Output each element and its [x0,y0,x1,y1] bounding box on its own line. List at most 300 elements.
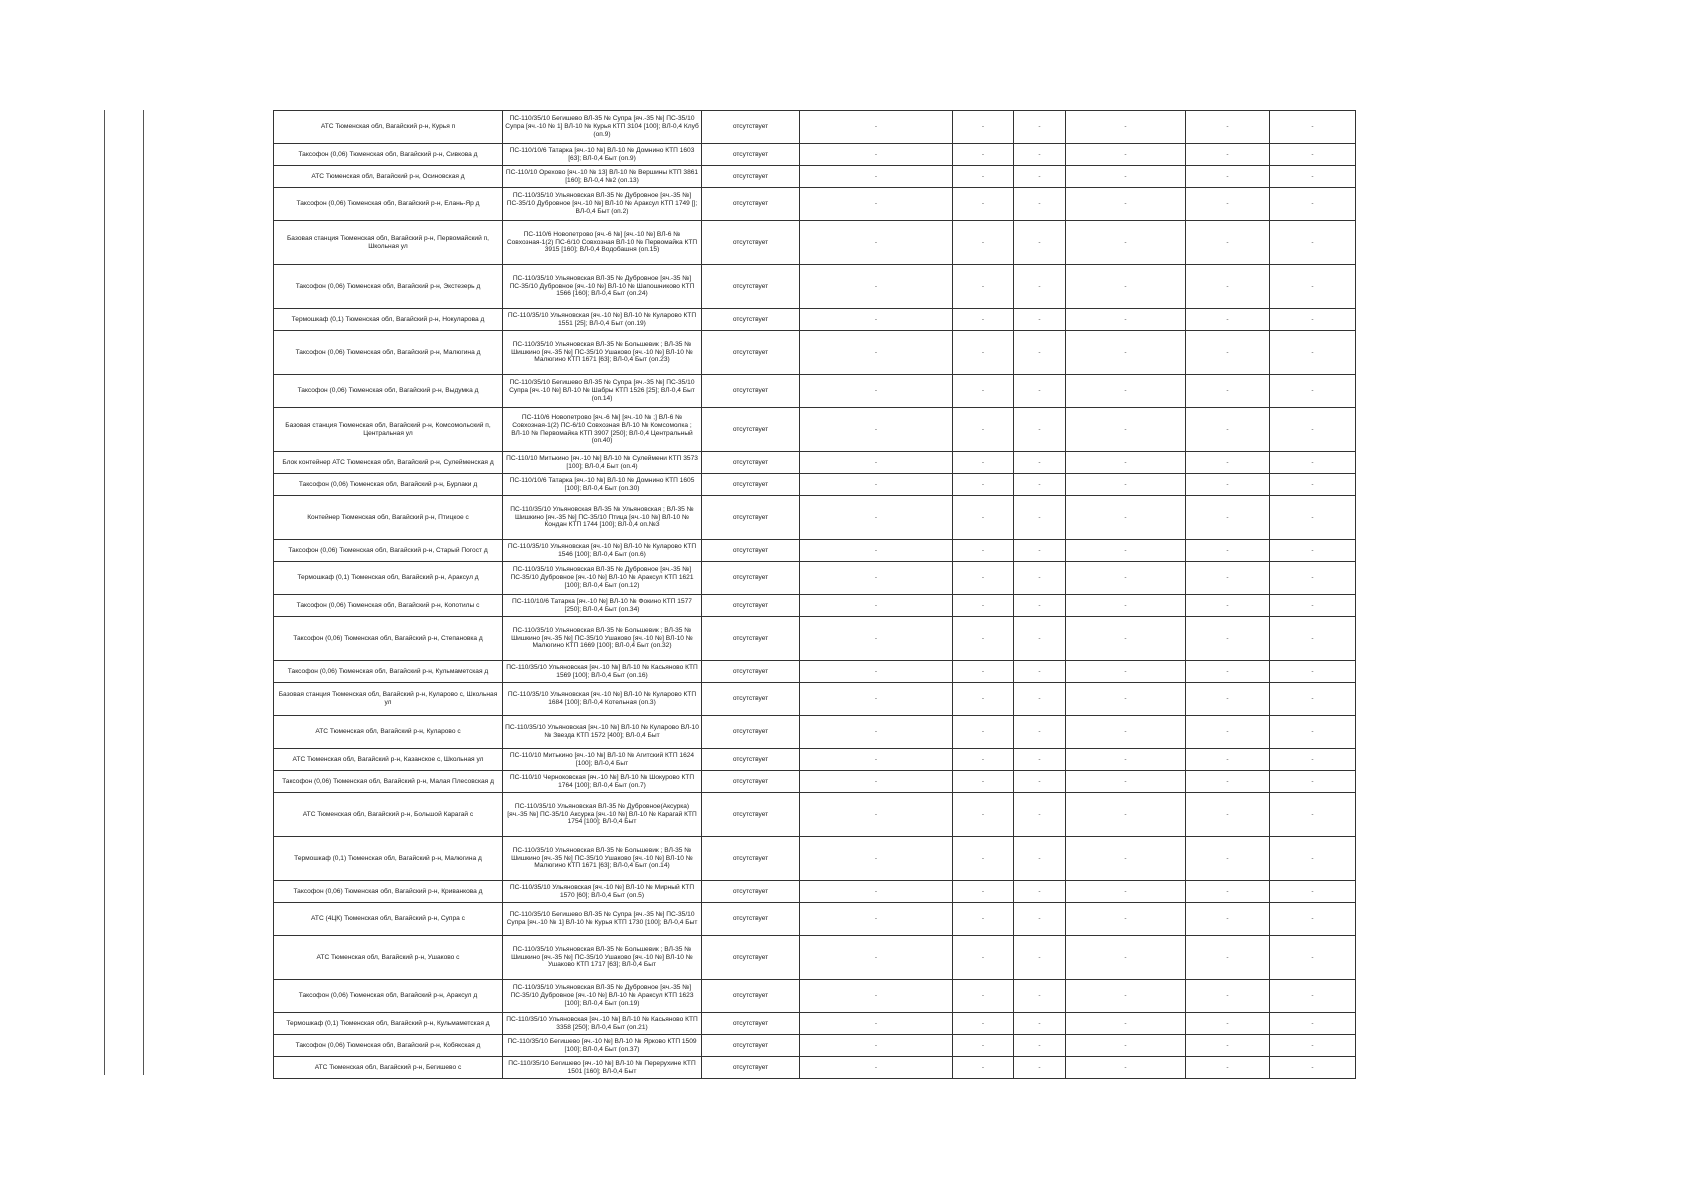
cell-dash: - [1186,540,1270,562]
table-row [274,749,1356,771]
cell-power-line: ПС-110/35/10 Ульяновская ВЛ-35 № Дубровное [яч.-35 №] ПС-35/10 Дубровное [яч.-10 №] ВЛ-10 № Араксул КТП 1621 [100]; ВЛ-0,4 Быт (оп.12) [503,562,702,595]
cell-dash: - [953,683,1014,716]
cell-status: отсутствует [702,540,800,562]
cell-dash: - [800,309,953,331]
cell-dash: - [1066,1057,1186,1079]
cell-dash: - [1270,474,1356,496]
cell-dash: - [800,166,953,188]
cell-dash: - [1186,309,1270,331]
cell-dash: - [1186,221,1270,265]
cell-dash: - [800,771,953,793]
cell-dash: - [800,375,953,408]
cell-dash: - [1186,903,1270,936]
cell-dash: - [1066,1013,1186,1035]
cell-object-address: Таксофон (0,06) Тюменская обл, Вагайский р-н, Малая Плесовская д [274,771,503,793]
table-row [274,221,1356,265]
table-row [274,1035,1356,1057]
cell-status: отсутствует [702,562,800,595]
cell-dash: - [1014,716,1066,749]
cell-status: отсутствует [702,980,800,1013]
cell-dash: - [800,903,953,936]
cell-dash: - [800,408,953,452]
cell-power-line: ПС-110/35/10 Ульяновская ВЛ-35 № Большевик ; ВЛ-35 № Шишкино [яч.-35 №] ПС-35/10 Ушаково [яч.-10 №] ВЛ-10 № Малюгино КТП 1669 [100]; ВЛ-0,4 Быт (оп.32) [503,617,702,661]
cell-dash: - [953,903,1014,936]
cell-dash: - [953,265,1014,309]
cell-dash: - [1014,771,1066,793]
cell-power-line: ПС-110/35/10 Ульяновская ВЛ-35 № Большевик ; ВЛ-35 № Шишкино [яч.-35 №] ПС-35/10 Ушаково [яч.-10 №] ВЛ-10 № Ушаково КТП 1717 [63]; ВЛ-0,4 Быт [503,936,702,980]
cell-dash: - [1014,1035,1066,1057]
cell-object-address: АТС Тюменская обл, Вагайский р-н, Ушаково с [274,936,503,980]
cell-status: отсутствует [702,903,800,936]
cell-status: отсутствует [702,749,800,771]
cell-object-address: АТС Тюменская обл, Вагайский р-н, Большой Карагай с [274,793,503,837]
cell-object-address: АТС Тюменская обл, Вагайский р-н, Куларово с [274,716,503,749]
cell-status: отсутствует [702,793,800,837]
cell-dash: - [800,562,953,595]
cell-object-address: Контейнер Тюменская обл, Вагайский р-н, Птицкое с [274,496,503,540]
cell-object-address: Таксофон (0,06) Тюменская обл, Вагайский р-н, Копотилы с [274,595,503,617]
cell-dash: - [1270,1057,1356,1079]
cell-status: отсутствует [702,496,800,540]
cell-dash: - [1270,265,1356,309]
cell-dash: - [1066,837,1186,881]
cell-power-line: ПС-110/35/10 Ульяновская [яч.-10 №] ВЛ-10 № Касьяново КТП 1569 [100]; ВЛ-0,4 Быт (оп.16) [503,661,702,683]
cell-dash: - [953,980,1014,1013]
cell-power-line: ПС-110/35/10 Ульяновская ВЛ-35 № Дубровное [яч.-35 №] ПС-35/10 Дубровное [яч.-10 №] ВЛ-10 № Араксул КТП 1623 [100]; ВЛ-0,4 Быт (оп.19) [503,980,702,1013]
cell-dash: - [1270,331,1356,375]
cell-dash: - [953,188,1014,221]
cell-dash: - [953,881,1014,903]
cell-power-line: ПС-110/35/10 Ульяновская [яч.-10 №] ВЛ-10 № Куларово КТП 1684 [100]; ВЛ-0,4 Котельная (оп.3) [503,683,702,716]
cell-object-address: АТС Тюменская обл, Вагайский р-н, Бегишево с [274,1057,503,1079]
cell-dash: - [953,408,1014,452]
cell-dash: - [800,749,953,771]
cell-dash: - [800,265,953,309]
table-row [274,617,1356,661]
cell-dash: - [953,474,1014,496]
cell-dash: - [953,1013,1014,1035]
cell-dash: - [800,837,953,881]
cell-dash: - [1014,144,1066,166]
cell-dash: - [953,771,1014,793]
table-row [274,474,1356,496]
table-row [274,144,1356,166]
cell-dash: - [1014,562,1066,595]
cell-power-line: ПС-110/35/10 Ульяновская [яч.-10 №] ВЛ-10 № Куларово КТП 1546 [100]; ВЛ-0,4 Быт (оп.6) [503,540,702,562]
cell-dash: - [953,540,1014,562]
cell-dash: - [1186,936,1270,980]
table-row [274,980,1356,1013]
cell-status: отсутствует [702,771,800,793]
cell-dash: - [1270,749,1356,771]
cell-object-address: Блок контейнер АТС Тюменская обл, Вагайский р-н, Сулеймeнская д [274,452,503,474]
cell-dash: - [1186,1057,1270,1079]
cell-power-line: ПС-110/35/10 Бегишево [яч.-10 №] ВЛ-10 № Перерухине КТП 1501 [160]; ВЛ-0,4 Быт [503,1057,702,1079]
cell-dash: - [1014,265,1066,309]
cell-dash: - [1014,375,1066,408]
cell-status: отсутствует [702,111,800,144]
cell-dash: - [953,1035,1014,1057]
cell-dash: - [1270,144,1356,166]
cell-power-line: ПС-110/10 Митькино [яч.-10 №] ВЛ-10 № Агитский КТП 1624 [100]; ВЛ-0,4 Быт [503,749,702,771]
cell-dash: - [953,452,1014,474]
cell-dash: - [1186,837,1270,881]
cell-dash: - [953,749,1014,771]
cell-dash: - [1270,683,1356,716]
cell-object-address: Таксофон (0,06) Тюменская обл, Вагайский р-н, Выдумка д [274,375,503,408]
table-row [274,837,1356,881]
cell-power-line: ПС-110/35/10 Ульяновская ВЛ-35 № Большевик ; ВЛ-35 № Шишкино [яч.-35 №] ПС-35/10 Ушаково [яч.-10 №] ВЛ-10 № Малюгино КТП 1671 [63]; ВЛ-0,4 Быт (оп.23) [503,331,702,375]
cell-status: отсутствует [702,309,800,331]
cell-dash: - [1186,375,1270,408]
cell-dash: - [800,881,953,903]
cell-dash: - [800,474,953,496]
cell-dash: - [800,980,953,1013]
table-row [274,793,1356,837]
cell-dash: - [1066,1035,1186,1057]
cell-status: отсутствует [702,716,800,749]
cell-object-address: АТС Тюменская обл, Вагайский р-н, Курья п [274,111,503,144]
cell-dash: - [1186,496,1270,540]
table-row [274,452,1356,474]
cell-dash: - [1066,617,1186,661]
cell-dash: - [953,936,1014,980]
cell-dash: - [953,562,1014,595]
cell-dash: - [1066,980,1186,1013]
table-row [274,903,1356,936]
table-row [274,540,1356,562]
cell-status: отсутствует [702,408,800,452]
cell-dash: - [1270,936,1356,980]
cell-status: отсутствует [702,936,800,980]
cell-dash: - [953,375,1014,408]
cell-dash: - [1066,540,1186,562]
cell-dash: - [1270,111,1356,144]
cell-dash: - [953,309,1014,331]
cell-dash: - [1270,309,1356,331]
cell-dash: - [1186,793,1270,837]
cell-dash: - [1066,188,1186,221]
cell-dash: - [1066,936,1186,980]
cell-dash: - [1014,980,1066,1013]
cell-dash: - [1066,496,1186,540]
cell-dash: - [800,111,953,144]
cell-dash: - [1066,331,1186,375]
cell-power-line: ПС-110/10/6 Татарка [яч.-10 №] ВЛ-10 № Домнино КТП 1603 [63]; ВЛ-0,4 Быт (оп.9) [503,144,702,166]
cell-power-line: ПС-110/35/10 Ульяновская [яч.-10 №] ВЛ-10 № Касьяново КТП 3358 [250]; ВЛ-0,4 Быт (оп.21) [503,1013,702,1035]
cell-dash: - [953,144,1014,166]
cell-power-line: ПС-110/35/10 Бегишево ВЛ-35 № Супра [яч.-35 №] ПС-35/10 Супра [яч.-10 № 1] ВЛ-10 № Курья КТП 3104 [100]; ВЛ-0,4 Клуб (оп.9) [503,111,702,144]
cell-dash: - [1270,562,1356,595]
cell-dash: - [1014,936,1066,980]
cell-dash: - [1270,221,1356,265]
cell-dash: - [800,496,953,540]
cell-dash: - [1186,716,1270,749]
cell-dash: - [1270,661,1356,683]
cell-dash: - [953,221,1014,265]
cell-object-address: АТС Тюменская обл, Вагайский р-н, Казанское с, Школьная ул [274,749,503,771]
cell-dash: - [1186,617,1270,661]
cell-dash: - [800,221,953,265]
table-row [274,1057,1356,1079]
cell-dash: - [1014,496,1066,540]
cell-power-line: ПС-110/10/6 Татарка [яч.-10 №] ВЛ-10 № Фокино КТП 1577 [250]; ВЛ-0,4 Быт (оп.34) [503,595,702,617]
cell-dash: - [953,716,1014,749]
table-row [274,331,1356,375]
cell-dash: - [953,166,1014,188]
cell-dash: - [800,1013,953,1035]
cell-dash: - [800,936,953,980]
cell-power-line: ПС-110/10 Орехово [яч.-10 № 13] ВЛ-10 № Вершины КТП 3861 [160]; ВЛ-0,4 №2 (оп.13) [503,166,702,188]
cell-dash: - [1066,562,1186,595]
cell-dash: - [1186,452,1270,474]
cell-dash: - [1066,903,1186,936]
cell-status: отсутствует [702,452,800,474]
cell-object-address: Таксофон (0,06) Тюменская обл, Вагайский р-н, Степановка д [274,617,503,661]
cell-dash: - [1270,837,1356,881]
cell-dash: - [1014,1057,1066,1079]
cell-dash: - [1186,1035,1270,1057]
cell-dash: - [800,617,953,661]
cell-object-address: Таксофон (0,06) Тюменская обл, Вагайский р-н, Старый Погост д [274,540,503,562]
cell-dash: - [1186,881,1270,903]
cell-dash: - [1270,1013,1356,1035]
cell-object-address: Базовая станция Тюменская обл, Вагайский р-н, Комсомольский п, Центральная ул [274,408,503,452]
cell-dash: - [800,331,953,375]
table-row [274,309,1356,331]
cell-status: отсутствует [702,331,800,375]
cell-object-address: Таксофон (0,06) Тюменская обл, Вагайский р-н, Криванкова д [274,881,503,903]
cell-dash: - [1186,562,1270,595]
cell-dash: - [1186,683,1270,716]
cell-object-address: АТС (4ЦК) Тюменская обл, Вагайский р-н, Супра с [274,903,503,936]
cell-dash: - [1014,793,1066,837]
cell-dash: - [1014,111,1066,144]
cell-dash: - [953,617,1014,661]
cell-status: отсутствует [702,474,800,496]
cell-power-line: ПС-110/35/10 Ульяновская [яч.-10 №] ВЛ-10 № Куларово ВЛ-10 № Звезда КТП 1572 [400]; ВЛ-0,4 Быт [503,716,702,749]
cell-dash: - [1066,595,1186,617]
cell-status: отсутствует [702,265,800,309]
cell-object-address: Таксофон (0,06) Тюменская обл, Вагайский р-н, Сивкова д [274,144,503,166]
page-margin-line-left [104,110,105,1075]
cell-dash: - [1186,1013,1270,1035]
cell-status: отсутствует [702,188,800,221]
cell-status: отсутствует [702,1035,800,1057]
table-row [274,881,1356,903]
cell-dash: - [1270,881,1356,903]
cell-power-line: ПС-110/35/10 Ульяновская ВЛ-35 № Большевик ; ВЛ-35 № Шишкино [яч.-35 №] ПС-35/10 Ушаково [яч.-10 №] ВЛ-10 № Малюгино КТП 1671 [63]; ВЛ-0,4 Быт (оп.14) [503,837,702,881]
cell-status: отсутствует [702,375,800,408]
cell-object-address: Таксофон (0,06) Тюменская обл, Вагайский р-н, Бурлаки д [274,474,503,496]
cell-dash: - [800,595,953,617]
cell-dash: - [1186,595,1270,617]
cell-dash: - [800,793,953,837]
cell-dash: - [1066,166,1186,188]
cell-object-address: Таксофон (0,06) Тюменская обл, Вагайский р-н, Елань-Яр д [274,188,503,221]
cell-status: отсутствует [702,837,800,881]
cell-dash: - [800,716,953,749]
cell-dash: - [953,837,1014,881]
table-body [274,111,1356,1079]
cell-power-line: ПС-110/35/10 Ульяновская [яч.-10 №] ВЛ-10 № Мирный КТП 1570 [60]; ВЛ-0,4 Быт (оп.5) [503,881,702,903]
cell-dash: - [953,111,1014,144]
cell-dash: - [1066,716,1186,749]
cell-dash: - [1186,265,1270,309]
cell-power-line: ПС-110/10 Митькино [яч.-10 №] ВЛ-10 № Сулеймени КТП 3573 [100]; ВЛ-0,4 Быт (оп.4) [503,452,702,474]
table-row [274,936,1356,980]
cell-dash: - [953,1057,1014,1079]
cell-dash: - [1270,375,1356,408]
cell-object-address: АТС Тюменская обл, Вагайский р-н, Осиновская д [274,166,503,188]
cell-dash: - [1270,496,1356,540]
cell-dash: - [1014,749,1066,771]
cell-dash: - [1014,540,1066,562]
cell-dash: - [800,1035,953,1057]
cell-object-address: Термошкаф (0,1) Тюменская обл, Вагайский р-н, Нокуларова д [274,309,503,331]
cell-dash: - [1014,188,1066,221]
cell-status: отсутствует [702,1013,800,1035]
cell-power-line: ПС-110/35/10 Ульяновская ВЛ-35 № Дубровное [яч.-35 №] ПС-35/10 Дубровное [яч.-10 №] ВЛ-10 № Шапошниково КТП 1566 [160]; ВЛ-0,4 Быт (оп.24) [503,265,702,309]
cell-dash: - [1066,111,1186,144]
cell-dash: - [800,683,953,716]
cell-dash: - [1014,903,1066,936]
cell-object-address: Термошкаф (0,1) Тюменская обл, Вагайский р-н, Кульмаметская д [274,1013,503,1035]
cell-dash: - [800,1057,953,1079]
cell-dash: - [1270,540,1356,562]
cell-power-line: ПС-110/10/6 Татарка [яч.-10 №] ВЛ-10 № Домнино КТП 1605 [100]; ВЛ-0,4 Быт (оп.30) [503,474,702,496]
cell-dash: - [1066,749,1186,771]
cell-dash: - [1186,474,1270,496]
cell-dash: - [1014,408,1066,452]
cell-dash: - [1186,749,1270,771]
cell-dash: - [1186,661,1270,683]
cell-dash: - [1186,144,1270,166]
cell-status: отсутствует [702,881,800,903]
cell-dash: - [1186,331,1270,375]
table-row [274,595,1356,617]
cell-dash: - [1270,408,1356,452]
cell-dash: - [1066,771,1186,793]
cell-dash: - [1186,166,1270,188]
cell-dash: - [1270,595,1356,617]
cell-power-line: ПС-110/35/10 Бегишево [яч.-10 №] ВЛ-10 № Ярково КТП 1509 [100]; ВЛ-0,4 Быт (оп.37) [503,1035,702,1057]
cell-dash: - [1270,452,1356,474]
cell-status: отсутствует [702,661,800,683]
table-row [274,111,1356,144]
cell-status: отсутствует [702,221,800,265]
cell-dash: - [1270,980,1356,1013]
cell-dash: - [1014,331,1066,375]
cell-power-line: ПС-110/6 Новопетрово [яч.-6 №] [яч.-10 № ;] ВЛ-6 № Совхозная-1(2) ПС-6/10 Совхозная ВЛ-10 № Комсомолка ; ВЛ-10 № Первомайка КТП 3907 [250]; ВЛ-0,4 Центральный (оп.40) [503,408,702,452]
cell-dash: - [1066,265,1186,309]
table-row [274,716,1356,749]
cell-dash: - [953,793,1014,837]
cell-dash: - [1066,408,1186,452]
cell-dash: - [800,188,953,221]
cell-dash: - [1014,617,1066,661]
cell-dash: - [1014,683,1066,716]
document-sheet [273,110,1355,1079]
cell-dash: - [1270,793,1356,837]
cell-power-line: ПС-110/35/10 Ульяновская [яч.-10 №] ВЛ-10 № Куларово КТП 1551 [25]; ВЛ-0,4 Быт (оп.19) [503,309,702,331]
cell-dash: - [953,496,1014,540]
cell-object-address: Таксофон (0,06) Тюменская обл, Вагайский р-н, Малюгина д [274,331,503,375]
cell-dash: - [1066,221,1186,265]
cell-dash: - [1270,188,1356,221]
cell-dash: - [1066,144,1186,166]
cell-dash: - [800,661,953,683]
table-row [274,661,1356,683]
cell-status: отсутствует [702,683,800,716]
cell-power-line: ПС-110/35/10 Ульяновская ВЛ-35 № Дубровное(Аксурка) [яч.-35 №] ПС-35/10 Аксурка [яч.-10 №] ВЛ-10 № Карагай КТП 1754 [100]; ВЛ-0,4 Быт [503,793,702,837]
cell-dash: - [1066,793,1186,837]
cell-status: отсутствует [702,1057,800,1079]
table-row [274,375,1356,408]
cell-dash: - [1270,1035,1356,1057]
cell-dash: - [1014,221,1066,265]
cell-dash: - [1066,881,1186,903]
cell-dash: - [1066,474,1186,496]
table-row [274,496,1356,540]
cell-dash: - [953,331,1014,375]
cell-status: отсутствует [702,617,800,661]
cell-object-address: Таксофон (0,06) Тюменская обл, Вагайский р-н, Кобякская д [274,1035,503,1057]
cell-dash: - [1270,166,1356,188]
cell-object-address: Базовая станция Тюменская обл, Вагайский р-н, Первомайский п, Школьная ул [274,221,503,265]
cell-object-address: Базовая станция Тюменская обл, Вагайский р-н, Куларово с, Школьная ул [274,683,503,716]
cell-dash: - [1186,408,1270,452]
cell-object-address: Таксофон (0,06) Тюменская обл, Вагайский р-н, Кульмаметская д [274,661,503,683]
cell-dash: - [953,661,1014,683]
table-row [274,188,1356,221]
cell-dash: - [1014,1013,1066,1035]
cell-dash: - [1014,309,1066,331]
cell-status: отсутствует [702,166,800,188]
cell-dash: - [1014,452,1066,474]
cell-dash: - [1066,683,1186,716]
cell-dash: - [1270,716,1356,749]
table-row [274,771,1356,793]
cell-dash: - [1186,771,1270,793]
cell-dash: - [1270,771,1356,793]
cell-power-line: ПС-110/35/10 Ульяновская ВЛ-35 № Дубровное [яч.-35 №] ПС-35/10 Дубровное [яч.-10 №] ВЛ-10 № Араксул КТП 1749 []; ВЛ-0,4 Быт (оп.2) [503,188,702,221]
table-row [274,408,1356,452]
cell-object-address: Термошкаф (0,1) Тюменская обл, Вагайский р-н, Малюгина д [274,837,503,881]
table-row [274,1013,1356,1035]
page-margin-line-right [143,110,144,1075]
table-row [274,562,1356,595]
cell-dash: - [1186,111,1270,144]
cell-status: отсутствует [702,595,800,617]
cell-dash: - [1066,452,1186,474]
cell-dash: - [1014,595,1066,617]
cell-dash: - [1014,881,1066,903]
cell-dash: - [800,452,953,474]
cell-object-address: Термошкаф (0,1) Тюменская обл, Вагайский р-н, Араксул д [274,562,503,595]
table-row [274,166,1356,188]
cell-dash: - [1014,474,1066,496]
cell-dash: - [1186,980,1270,1013]
cell-power-line: ПС-110/35/10 Бегишево ВЛ-35 № Супра [яч.-35 №] ПС-35/10 Супра [яч.-10 № 1] ВЛ-10 № Курья КТП 1730 [100]; ВЛ-0,4 Быт [503,903,702,936]
cell-dash: - [1066,375,1186,408]
cell-dash: - [1014,166,1066,188]
cell-dash: - [800,540,953,562]
cell-object-address: Таксофон (0,06) Тюменская обл, Вагайский р-н, Экстезерь д [274,265,503,309]
cell-power-line: ПС-110/10 Черноковская [яч.-10 №] ВЛ-10 № Шокурово КТП 1764 [100]; ВЛ-0,4 Быт (оп.7) [503,771,702,793]
cell-power-line: ПС-110/35/10 Ульяновская ВЛ-35 № Ульяновская ; ВЛ-35 № Шишкино [яч.-35 №] ПС-35/10 Птица [яч.-10 №] ВЛ-10 № Кондан КТП 1744 [100]; ВЛ-0,4 оп.№3 [503,496,702,540]
data-table [273,110,1356,1079]
